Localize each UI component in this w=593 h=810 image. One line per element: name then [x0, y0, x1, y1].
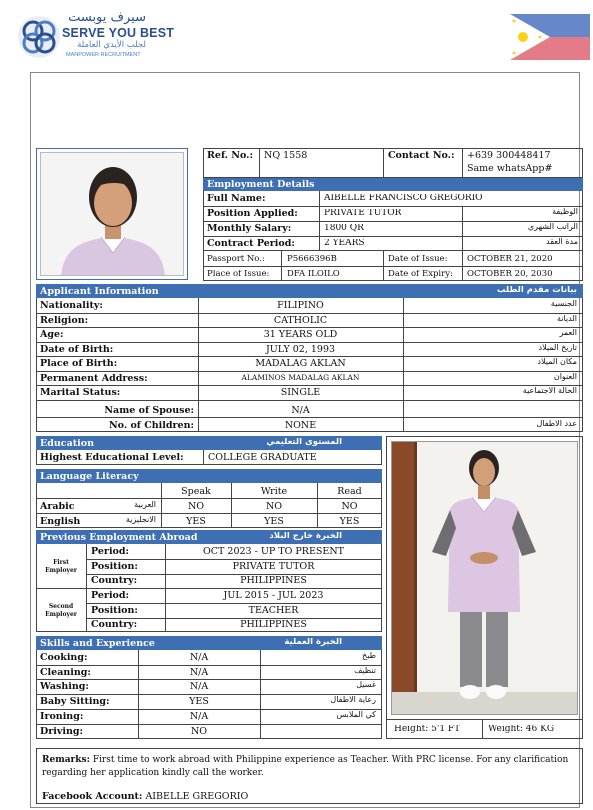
- language-header: Language Literacy: [36, 469, 382, 483]
- skill-label: Cooking:: [40, 653, 88, 663]
- skills-title: Skills and Experience: [40, 639, 155, 649]
- language-col-header: Read: [337, 487, 362, 497]
- employment-label-ar: الوظيفة: [552, 208, 578, 216]
- remarks-box: [36, 748, 583, 804]
- employment-value: 2 YEARS: [324, 239, 365, 248]
- employment-label: Contract Period:: [207, 239, 295, 249]
- applicant-value: 31 YEARS OLD: [263, 330, 338, 340]
- employer-field-value: PHILIPPINES: [240, 620, 307, 630]
- issue-date-label: Date of Issue:: [388, 255, 448, 264]
- skill-label: Ironing:: [40, 711, 84, 722]
- education-value: COLLEGE GRADUATE: [208, 453, 317, 463]
- skill-value: N/A: [189, 682, 209, 692]
- skill-label: Driving:: [40, 726, 84, 736]
- language-col-header: Write: [260, 487, 288, 497]
- children-value: NONE: [284, 421, 317, 431]
- applicant-label-ar: الحالة الاجتماعية: [522, 387, 577, 395]
- employment-value: AIBELLE FRANCISCO GREGORIO: [324, 194, 483, 203]
- employer-name: First Employer: [45, 559, 77, 574]
- language-level: YES: [264, 517, 284, 527]
- employer-field-value: PHILIPPINES: [240, 576, 307, 586]
- remarks-label: Remarks:: [42, 755, 90, 765]
- children-label: No. of Children:: [109, 421, 194, 431]
- skill-label-ar: طبخ: [362, 652, 376, 660]
- language-level: YES: [186, 517, 206, 527]
- education-label: Highest Educational Level:: [40, 453, 184, 463]
- skill-label-ar: كي الملابس: [336, 710, 376, 719]
- employment-label: Full Name:: [207, 194, 266, 204]
- employment-header: Employment Details: [203, 178, 583, 191]
- applicant-value: FILIPINO: [277, 301, 324, 311]
- employer-field-label: Position:: [91, 561, 138, 572]
- ref-value: NQ 1558: [264, 151, 308, 161]
- applicant-portrait-photo: [36, 148, 188, 280]
- applicant-label: Place of Birth:: [40, 359, 118, 369]
- ref-label: Ref. No.:: [207, 151, 253, 161]
- education-header: [36, 436, 382, 450]
- applicant-value: SINGLE: [280, 388, 321, 398]
- employment-label: Monthly Salary:: [207, 224, 292, 234]
- language-name: Arabic: [40, 502, 75, 512]
- issue-date-value: OCTOBER 21, 2020: [467, 255, 553, 264]
- weight-value: Weight: 46 KG: [488, 725, 555, 734]
- employer-field-label: Country:: [91, 620, 138, 630]
- spouse-value: N/A: [291, 406, 310, 416]
- employment-label-ar: مدة العقد: [546, 238, 578, 246]
- language-level: NO: [341, 502, 358, 512]
- previous-title: Previous Employment Abroad: [40, 533, 198, 543]
- education-title-ar: المستوى التعليمي: [266, 438, 342, 447]
- skill-value: YES: [189, 697, 209, 707]
- skill-label: Cleaning:: [40, 667, 91, 678]
- employer-field-value: JUL 2015 - JUL 2023: [223, 591, 324, 601]
- skill-label: Washing:: [40, 682, 89, 692]
- applicant-label-ar: الجنسية: [550, 300, 577, 308]
- company-name: SERVE YOU BEST: [62, 26, 175, 40]
- applicant-title-ar: بيانات مقدم الطلب: [496, 286, 577, 295]
- applicant-title: Applicant Information: [40, 287, 159, 297]
- employer-field-label: Period:: [91, 591, 130, 601]
- language-level: YES: [339, 517, 360, 527]
- applicant-label-ar: العنوان: [553, 372, 577, 381]
- spouse-label: Name of Spouse:: [104, 406, 194, 416]
- language-name-ar: العربية: [134, 501, 156, 509]
- applicant-value: JULY 02, 1993: [265, 344, 336, 354]
- employer-field-label: Period:: [91, 547, 130, 557]
- applicant-header: [36, 284, 583, 298]
- employer-name: Second Employer: [45, 603, 77, 618]
- employment-value: 1800 QR: [324, 224, 364, 233]
- applicant-label: Nationality:: [40, 301, 103, 311]
- expiry-label: Date of Expiry:: [388, 270, 453, 279]
- contact-note: Same whatsApp#: [467, 164, 553, 174]
- applicant-label-ar: الديانة: [556, 314, 577, 323]
- applicant-label-ar: تاريخ الميلاد: [538, 343, 577, 352]
- applicant-full-body-photo: [386, 436, 583, 739]
- language-level: NO: [265, 502, 283, 512]
- employer-field-label: Position:: [91, 605, 138, 616]
- skill-value: N/A: [189, 711, 209, 722]
- applicant-value: ALAMINOS MADALAG AKLAN: [241, 373, 360, 381]
- applicant-label: Age:: [40, 330, 64, 340]
- issue-place-value: DFA ILOILO: [287, 270, 340, 279]
- language-name: English: [40, 517, 81, 527]
- passport-value: P5666396B: [287, 255, 337, 264]
- employer-field-label: Country:: [91, 576, 138, 586]
- previous-header: [36, 530, 382, 544]
- skill-label-ar: رعاية الأطفال: [330, 696, 376, 705]
- philippine-flag-icon: [510, 14, 590, 60]
- facebook-value: AIBELLE GREGORIO: [145, 791, 249, 802]
- applicant-label: Marital Status:: [40, 388, 121, 398]
- skill-label: Baby Sitting:: [40, 697, 110, 707]
- passport-label: Passport No.:: [207, 255, 265, 264]
- language-level: NO: [187, 502, 205, 512]
- employment-label-ar: الراتب الشهري: [527, 223, 578, 231]
- employment-value: PRIVATE TUTOR: [324, 209, 402, 218]
- previous-title-ar: الخبرة خارج البلاد: [269, 532, 342, 541]
- applicant-value: CATHOLIC: [273, 315, 328, 325]
- logo-knot-icon: [16, 14, 62, 60]
- skills-title-ar: الخبرة العملية: [284, 638, 342, 647]
- company-arabic-sub: لجلب الأيدي العاملة: [77, 40, 146, 50]
- skill-value: NO: [190, 726, 208, 736]
- employment-label: Position Applied:: [207, 209, 298, 219]
- applicant-value: MADALAG AKLAN: [255, 359, 346, 369]
- facebook-label: Facebook Account:: [42, 791, 143, 802]
- expiry-value: OCTOBER 20, 2030: [467, 270, 553, 279]
- applicant-label: Permanent Address:: [40, 373, 148, 383]
- employer-field-value: TEACHER: [248, 605, 299, 616]
- skill-value: N/A: [189, 667, 209, 678]
- education-title: Education: [40, 439, 94, 449]
- employer-field-value: PRIVATE TUTOR: [232, 561, 315, 572]
- contact-label: Contact No.:: [388, 151, 455, 161]
- language-name-ar: الانجليزية: [125, 516, 156, 524]
- applicant-label: Date of Birth:: [40, 344, 114, 354]
- company-sub: MANPOWER RECRUITMENT: [66, 52, 141, 58]
- applicant-label-ar: العمر: [559, 329, 577, 337]
- height-value: Height: 5'1 FT: [394, 725, 461, 734]
- skills-header: [36, 636, 382, 650]
- skill-label-ar: غسيل: [356, 681, 376, 690]
- language-col-header: Speak: [181, 487, 211, 497]
- skill-value: N/A: [189, 653, 209, 663]
- issue-place-label: Place of Issue:: [207, 270, 270, 279]
- remarks-text: First time to work abroad with Philippine experience as Teacher. With PRC license. For any clarification regarding her application kindly call the worker.: [42, 755, 569, 778]
- applicant-label: Religion:: [40, 315, 89, 325]
- company-arabic-name: سيرف يوبست: [68, 10, 146, 25]
- applicant-label-ar: مكان الميلاد: [537, 358, 577, 366]
- employer-field-value: OCT 2023 - UP TO PRESENT: [203, 547, 344, 557]
- contact-value: +639 300448417: [467, 151, 551, 161]
- skill-label-ar: تنظيف: [354, 666, 376, 675]
- children-ar: عدد الأطفال: [536, 420, 577, 428]
- company-logo: [14, 8, 194, 60]
